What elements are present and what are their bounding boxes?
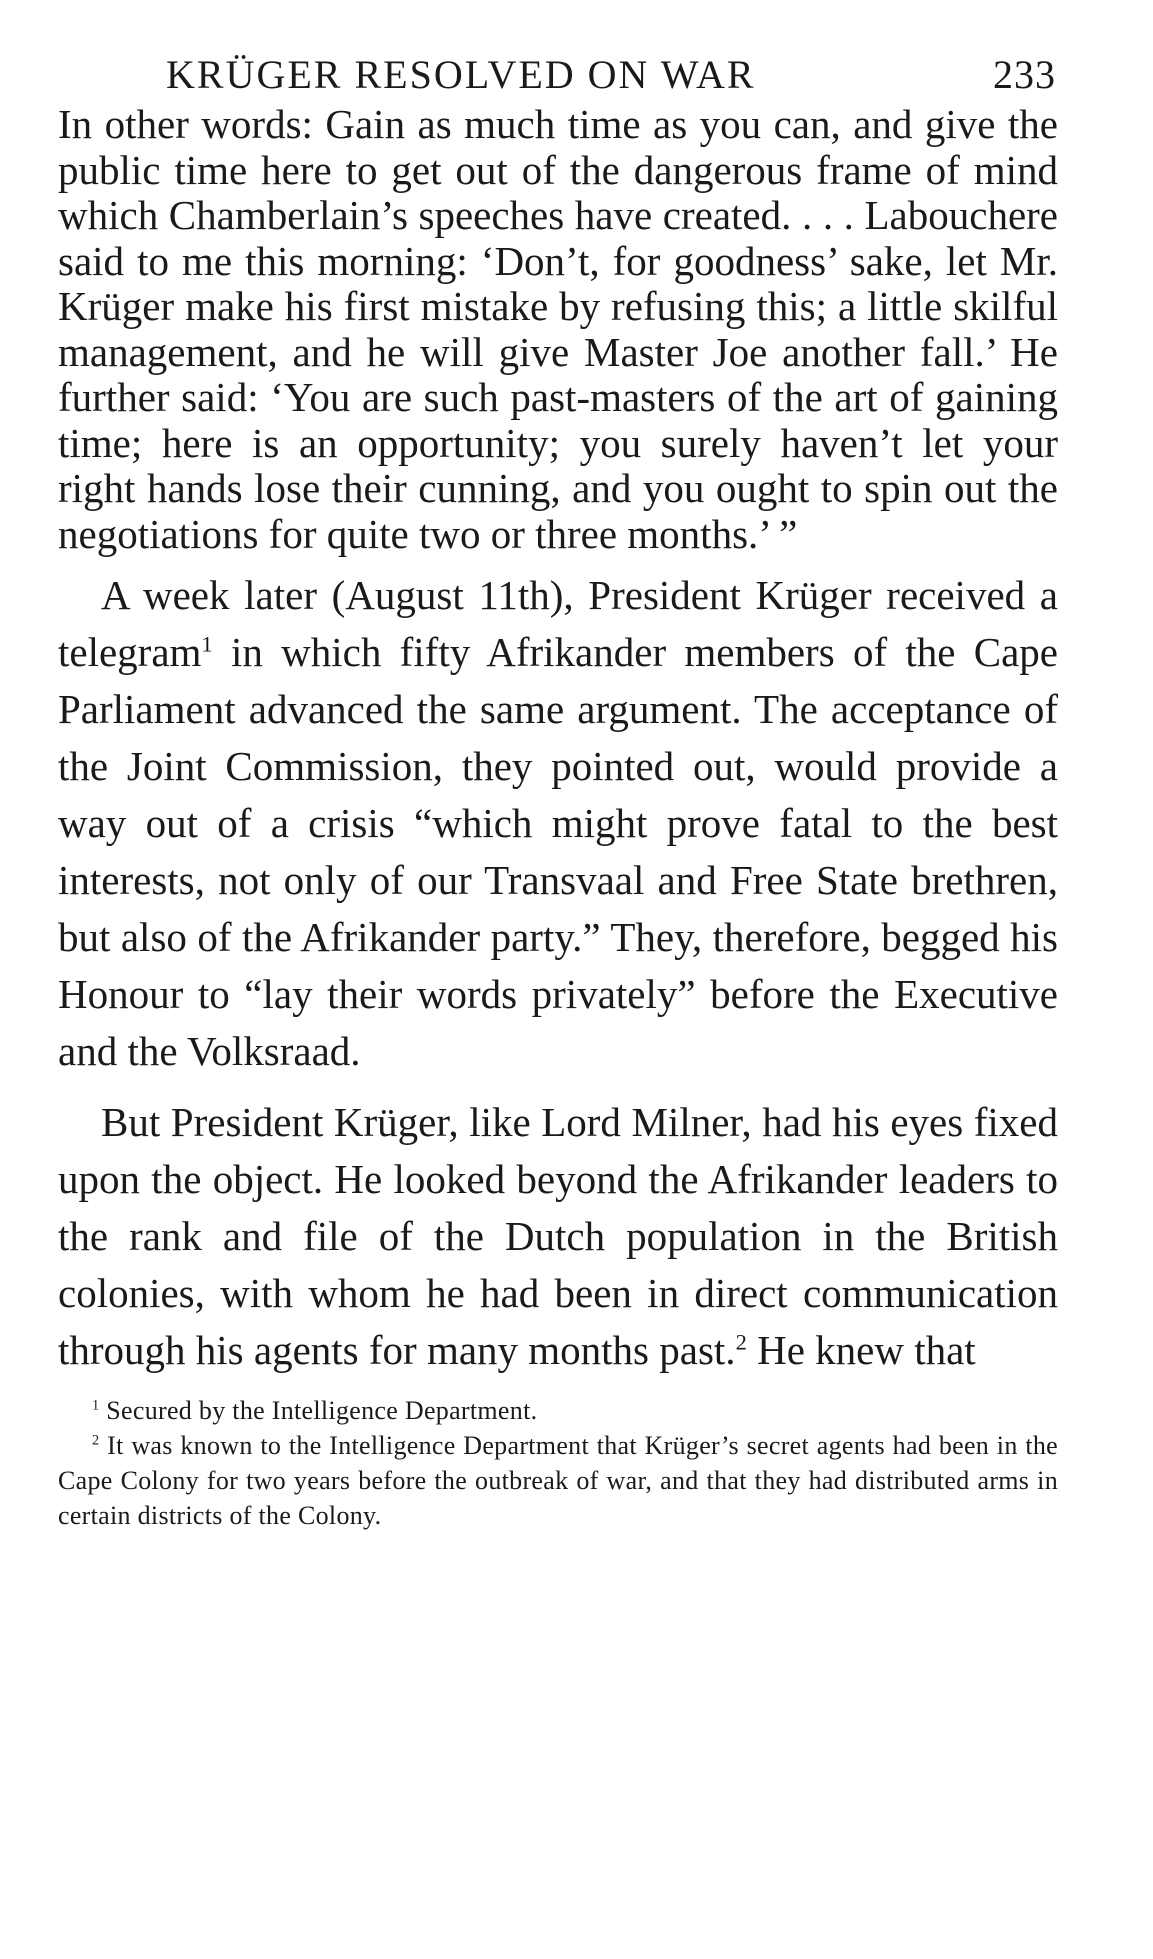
paragraph-2-text-b: He knew that	[746, 1327, 976, 1373]
page-number: 233	[993, 52, 1056, 97]
book-page	[58, 48, 1058, 1533]
footnote-1-text: Secured by the Intelligence Department.	[99, 1396, 538, 1425]
paragraph-1-text-b: in which fifty Afrikander members of the Cape Parliament advanced the same argument. The acceptance of the Joint Commission, they pointed out, would provide a way out of a crisis “which might prove fatal to the best interests, not only of our Transvaal and Free State brethren, but also of the Afrikander party.” They, therefore, begged his Honour to “lay their words privately” before the Executive and the Volksraad.	[58, 629, 1058, 1074]
footnotes	[58, 1393, 1058, 1533]
footnote-2	[58, 1428, 1058, 1533]
paragraph-1-text-a: A week later (August 11th), President Krüger received a telegram	[58, 572, 1058, 675]
footnote-2-text: It was known to the Intelligence Department that Krüger’s secret agents had been in the Cape Colony for two years before the outbreak of war, and that they had distributed arms in certain districts of the Colony.	[58, 1431, 1058, 1530]
paragraph-2	[58, 1094, 1058, 1379]
chapter-running-title: KRÜGER RESOLVED ON WAR	[166, 52, 756, 97]
paragraph-1	[58, 567, 1058, 1080]
footnote-ref-2: 2	[735, 1329, 747, 1355]
body-text	[58, 567, 1058, 1379]
footnote-1-marker: 1	[92, 1397, 100, 1414]
footnote-1	[58, 1393, 1058, 1428]
quoted-passage	[58, 102, 1058, 557]
running-head	[58, 48, 1058, 102]
quote-text: In other words: Gain as much time as you can, and give the public time here to get out of the dangerous frame of mind which Chamberlain’s speeches have created. . . . Labouchere said to me this morning: ‘Don’t, for goodness’ sake, let Mr. Krüger make his first mistake by refusing this; a little skilful management, and he will give Master Joe another fall.’ He further said: ‘You are such past-masters of the art of gaining time; here is an opportunity; you surely haven’t let your right hands lose their cunning, and you ought to spin out the negotiations for quite two or three months.’ ”	[58, 101, 1058, 557]
paragraph-2-text-a: But President Krüger, like Lord Milner, had his eyes fixed upon the object. He looked beyond the Afrikander leaders to the rank and file of the Dutch population in the British colonies, with whom he had been in direct communication through his agents for many months past.	[58, 1099, 1058, 1373]
footnote-ref-1: 1	[201, 631, 213, 657]
footnote-2-marker: 2	[92, 1432, 100, 1449]
